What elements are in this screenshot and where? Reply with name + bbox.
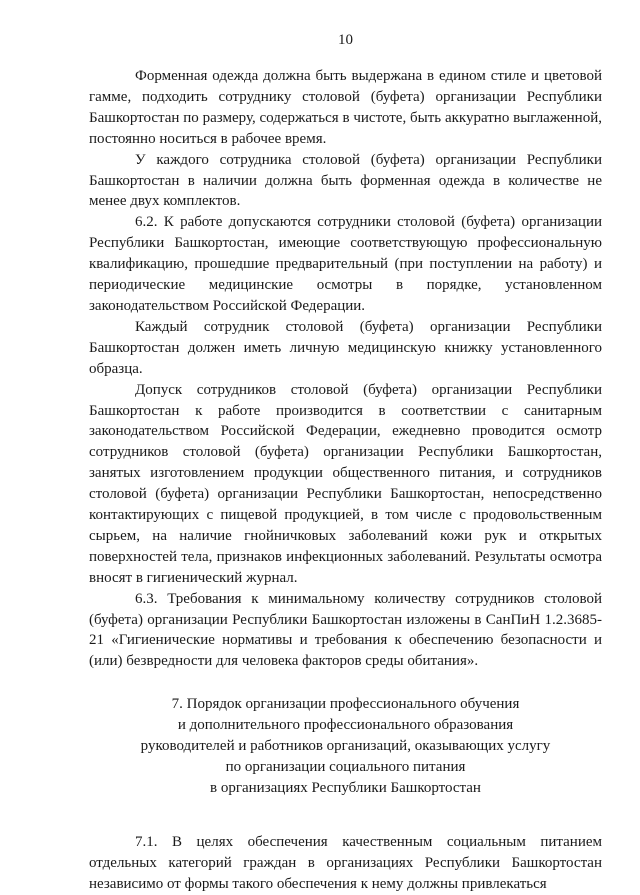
paragraph-6-3-staffing: 6.3. Требования к минимальному количеству сотрудников столовой (буфета) организации Республики Башкортостан изложены в СанПиН 1.2.3685-21 «Гигиенические нормативы и требования к обеспечению безопасности и (или) безвредности для человека факторов среды обитания». [89,590,602,670]
paragraph-uniform-sets: У каждого сотрудника столовой (буфета) организации Республики Башкортостан в наличии должна быть форменная одежда в количестве не менее двух комплектов. [89,151,602,210]
heading-line: 7. Порядок организации профессионального обучения [171,696,520,713]
heading-line: и дополнительного профессионального образования [177,717,514,734]
heading-line: по организации социального питания [225,759,466,775]
paragraph-uniform-style: Форменная одежда должна быть выдержана в едином стиле и цветовой гамме, подходить сотруднику столовой (буфета) организации Республики Башкортостан по размеру, содержаться в чистоте, быть аккуратно выглаженной, постоянно носиться в рабочее время. [89,68,602,147]
heading-line: в организациях Республики Башкортостан [210,779,481,796]
paragraph-6-2-admission: 6.2. К работе допускаются сотрудники столовой (буфета) организации Республики Башкортостан, имеющие соответствующую профессиональную квалификацию, прошедшие предварительный (при поступлении на работу) и периодические медицинские осмотры в порядке, установленном законодательством Российской Федерации. [89,214,602,314]
heading-line: руководителей и работников организаций, оказывающих услугу [140,738,551,755]
paragraph-daily-inspection: Допуск сотрудников столовой (буфета) организации Республики Башкортостан к работе производится в соответствии с санитарным законодательством Российской Федерации, ежедневно проводится осмотр сотрудников столовой (буфета) организации Республики Башкортостан, занятых изготовлением продукции общественного питания, и сотрудников столовой (буфета) организации Республики Башкортостан, непосредственно контактирующих с пищевой продукцией, в том числе с продовольственным сырьем, на наличие гнойничковых заболеваний кожи рук и открытых поверхностей тела, признаков инфекционных заболеваний. Результаты осмотра вносят в гигиенический журнал. [89,381,602,586]
paragraph-medical-book: Каждый сотрудник столовой (буфета) организации Республики Башкортостан должен иметь личную медицинскую книжку установленного образца. [89,318,602,377]
page-number: 10 [338,32,353,48]
paragraph-7-1: 7.1. В целях обеспечения качественным социальным питанием отдельных категорий граждан в организациях Республики Башкортостан независимо от формы такого обеспечения к нему должны привлекаться [89,833,602,892]
section-7-heading [89,694,602,799]
